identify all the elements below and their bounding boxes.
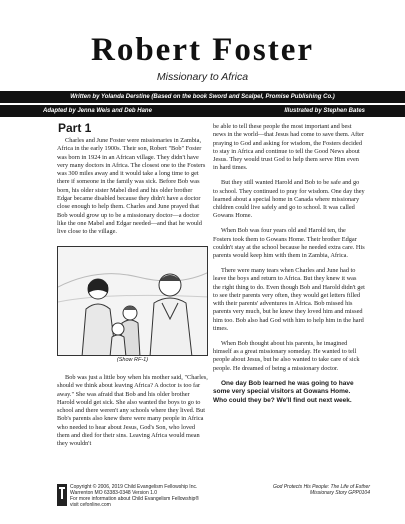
cef-logo-icon: [57, 484, 67, 506]
info: For more information about Child Evangelism Fellowship®: [70, 496, 200, 502]
footer-left: [70, 484, 230, 508]
paragraph: be able to tell these people the most important and best news in the world—that Jesus had come to save them. After praying to God and asking for wisdom, the Fosters decided to stay in Africa and continue to tell the Good News about Jesus. They would trust God to help them serve Him even in hard times.: [213, 123, 364, 172]
paragraph: When Bob thought about his parents, he imagined himself as a great missionary someday. He wanted to tell people about Jesus, but he also wanted to take care of sick people. He dreamed of being a missionary doctor.: [213, 339, 360, 372]
story-code: Missionary Story GPP0104: [309, 490, 370, 496]
authors-bar: [0, 105, 405, 117]
paragraph: Charles and June Foster were missionaries in Zambia, Africa in the early 1900s. Their son, Robert "Bob" Foster was born in 1924 in an African village. They didn't have very many doctors in Africa. The closest one to the Fosters was 300 miles away and it would take a long time to get there if someone in the family was sick. Before Bob was born, his older sister Mabel died and his older brother Edgar became disabled because they didn't have a doctor close enough to help them. Charles and June prayed that Bob would grow up to be a missionary doctor—a doctor like the one Mabel and Edgar needed—and that he would live close to the village.: [57, 137, 206, 236]
illustration-caption: (Show RF-1): [116, 357, 149, 363]
website-link[interactable]: visit cefonline.com: [70, 502, 111, 508]
page-title: Robert Foster: [90, 32, 314, 68]
footer-right: [250, 484, 370, 496]
paragraph: But they still wanted Harold and Bob to be safe and go to school. They continued to pray for wisdom. One day they learned about a special home in Canada where missionary children could live safely and go to school. It was called Gowans Home.: [213, 179, 365, 220]
address: Warrenton MO 63383-0348 Version 1.0: [70, 490, 158, 496]
paragraph: There were many tears when Charles and June had to leave the boys and return to Africa. But they knew it was the right thing to do. Even though Bob and Harold didn't get to see their parents very often, they would get letters filled with their parents' adventures in Africa. Bob missed his parents very much, but he knew they loved him and missed him too. Bob also had God with him to help him in the hard times.: [213, 266, 365, 333]
right-column: [213, 123, 365, 412]
left-column-top: [57, 137, 208, 243]
series-title: God Protects His People: The Life of Esther: [273, 484, 370, 490]
credit-line: Written by Yolanda Derstine (Based on the book Sword and Scalpel, Promise Publishing Co.): [70, 94, 335, 100]
closing-question: One day Bob learned he was going to have some very special visitors at Gowans Home. Who could they be? We'll find out next week.: [213, 379, 354, 404]
paragraph: When Bob was four years old and Harold ten, the Fosters took them to Gowans Home. Their brother Edgar couldn't stay at the school because he needed extra care. His parents would keep him with them in Zambia, Africa.: [213, 227, 365, 260]
part-heading: Part 1: [58, 121, 92, 135]
left-column-bottom: [57, 374, 208, 455]
illustration-family: [57, 246, 208, 356]
family-illustration-icon: [58, 247, 208, 356]
page-subtitle: Missionary to Africa: [156, 71, 249, 83]
illustrated-by: Illustrated by Stephen Bates: [284, 108, 365, 114]
credit-bar: [0, 91, 405, 103]
copyright: Copyright © 2006, 2019 Child Evangelism Fellowship Inc.: [70, 484, 198, 490]
paragraph: Bob was just a little boy when his mother said, "Charles, should we think about leaving Africa? A doctor is too far away." She was afraid that Bob and his older brother Harold would get sick. She also wanted the boys to go to school and there weren't any schools where they lived. But Bob's parents also knew there were many people in Africa who needed to hear about Jesus, God's Son, who loved them and died for their sins. Leaving Africa would mean they wouldn't: [57, 374, 208, 448]
adapted-by: Adapted by Jenna Weis and Deb Hane: [43, 108, 152, 114]
